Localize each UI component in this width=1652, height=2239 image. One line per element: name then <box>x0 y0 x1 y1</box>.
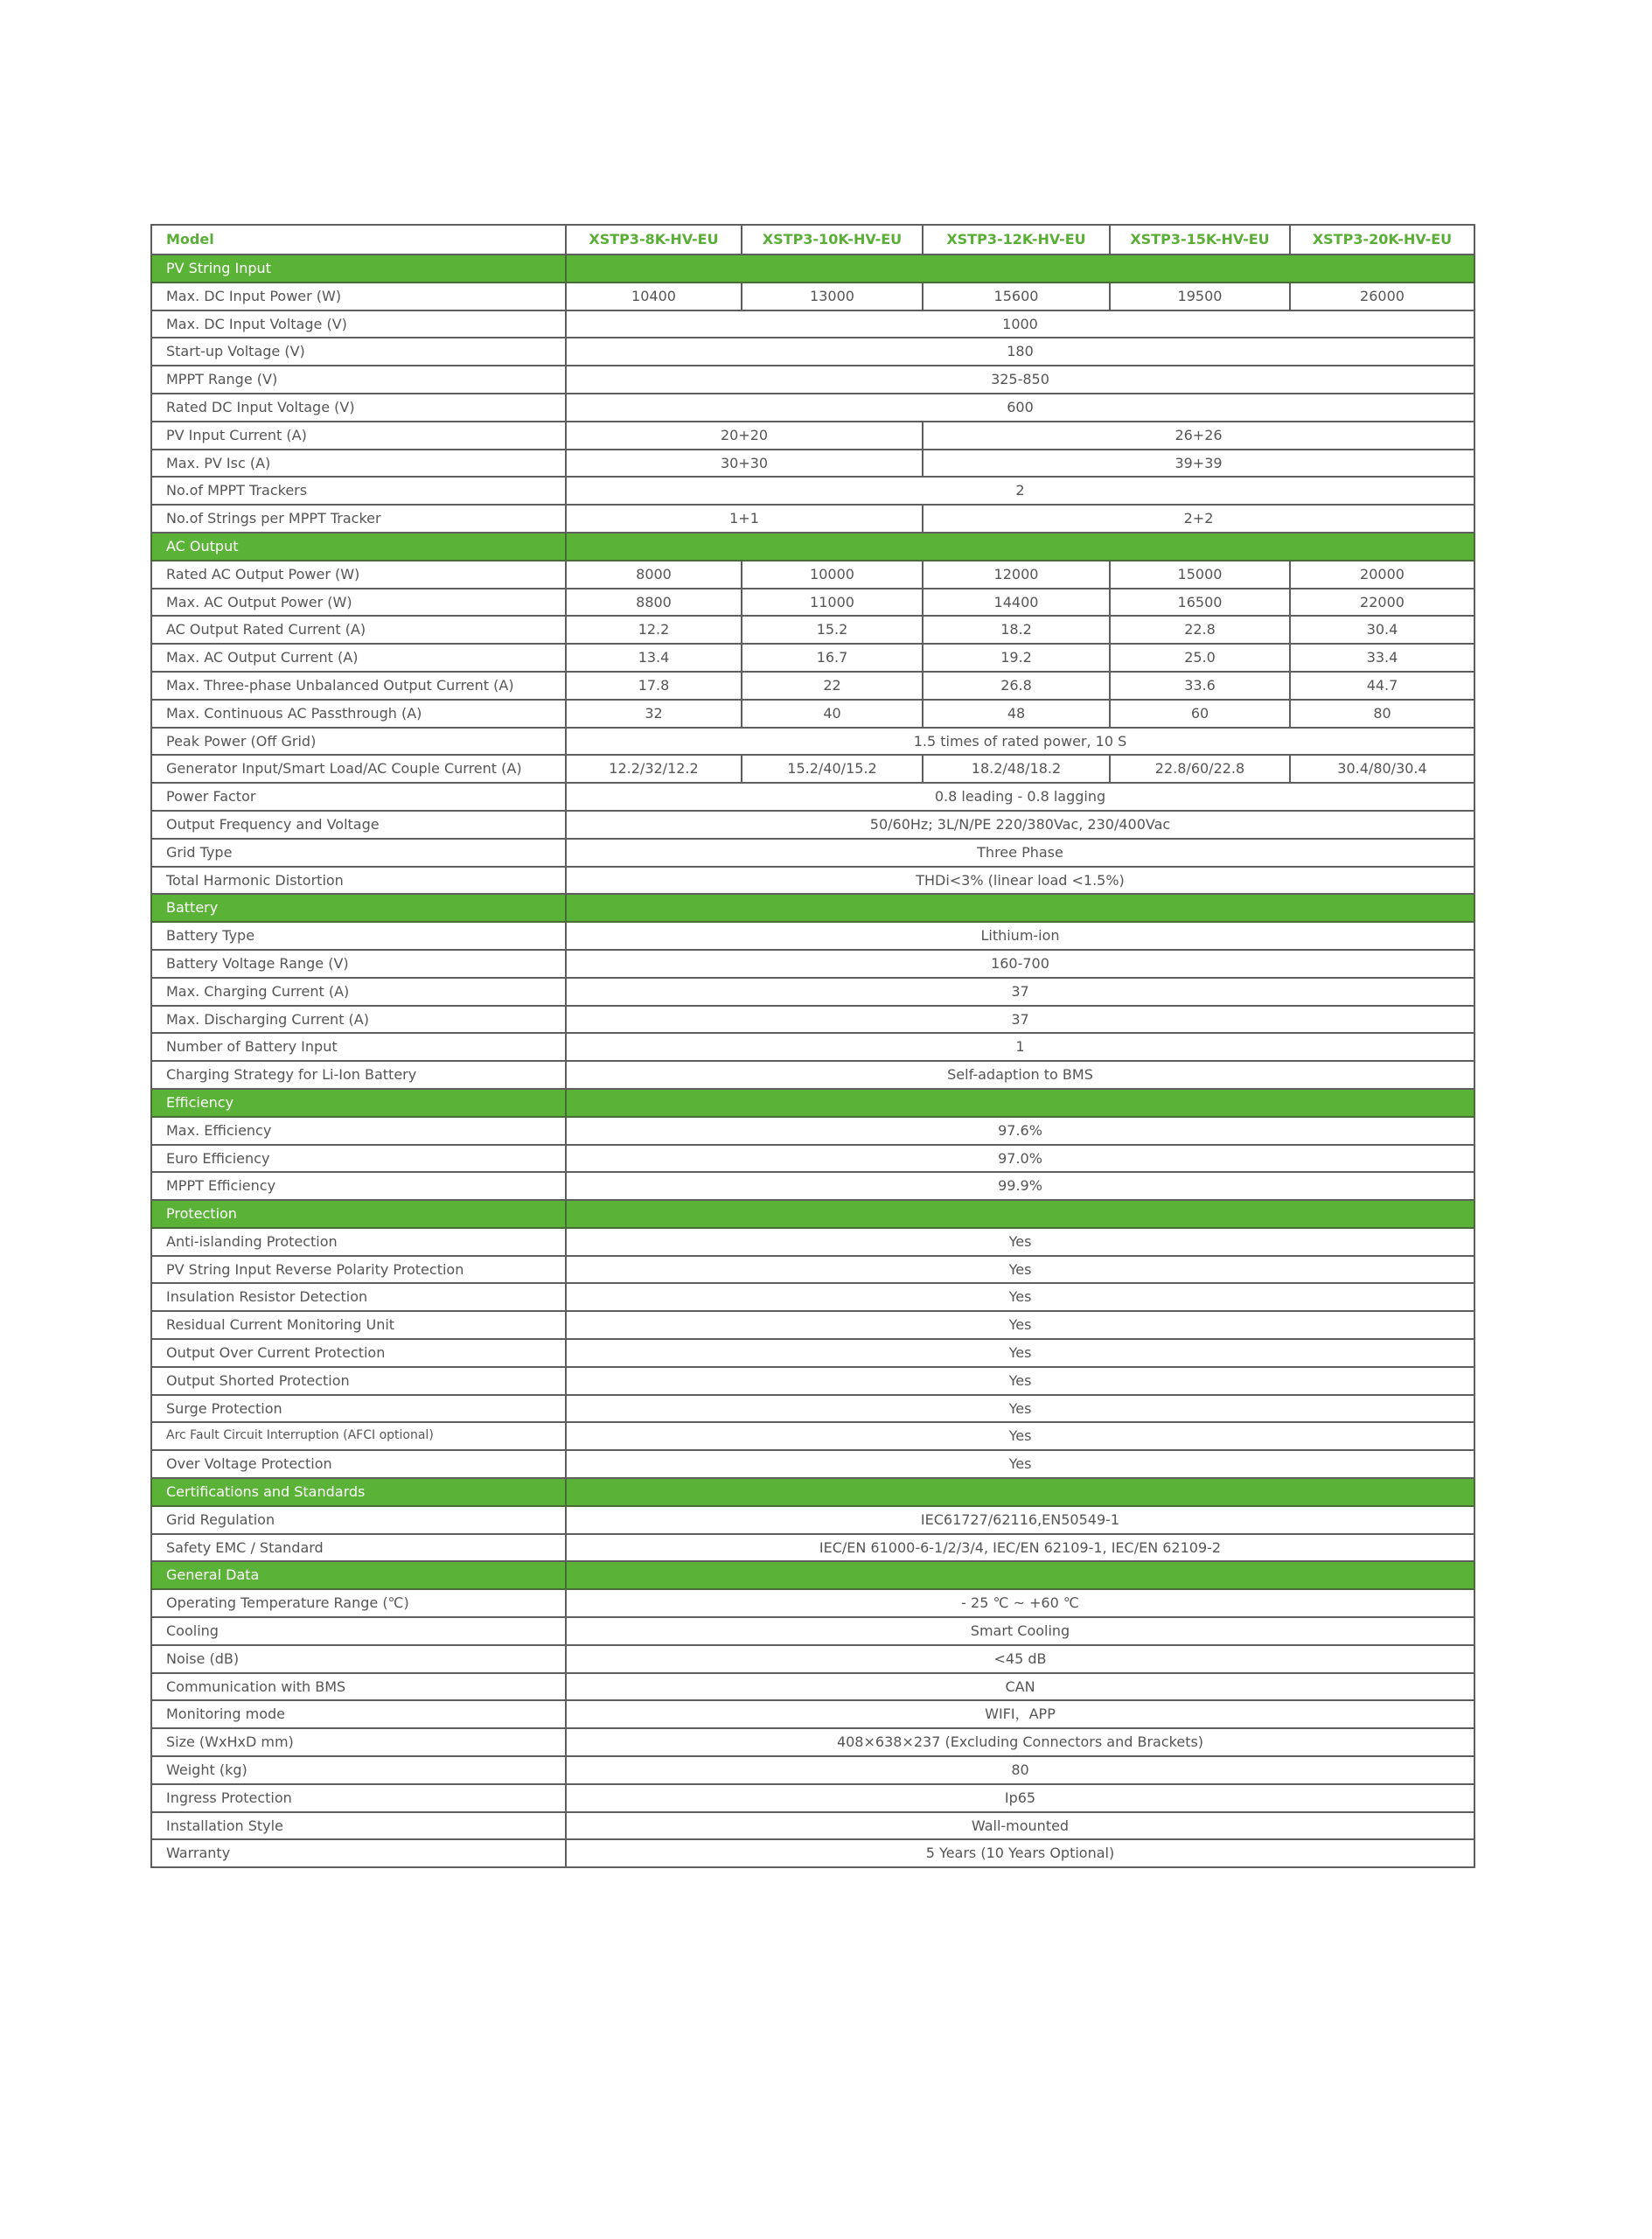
spec-value: Wall-mounted <box>566 1812 1474 1840</box>
spec-value: 37 <box>566 1006 1474 1034</box>
spec-value: 30+30 <box>566 450 923 478</box>
spec-row <box>151 394 1474 422</box>
spec-value: 22.8 <box>1110 616 1290 644</box>
model-name: XSTP3-15K-HV-EU <box>1110 225 1290 255</box>
spec-value: 10000 <box>742 561 923 589</box>
spec-label: Weight (kg) <box>151 1756 566 1784</box>
spec-label: MPPT Efficiency <box>151 1172 566 1200</box>
spec-label: Peak Power (Off Grid) <box>151 728 566 756</box>
spec-row <box>151 1506 1474 1534</box>
spec-value: 50/60Hz; 3L/N/PE 220/380Vac, 230/400Vac <box>566 811 1474 839</box>
model-header-row <box>151 225 1474 255</box>
spec-label: Rated DC Input Voltage (V) <box>151 394 566 422</box>
spec-value: 32 <box>566 700 742 728</box>
spec-value: 0.8 leading - 0.8 lagging <box>566 783 1474 811</box>
section-title: General Data <box>151 1561 566 1589</box>
spec-label: PV String Input Reverse Polarity Protection <box>151 1256 566 1284</box>
spec-value: IEC61727/62116,EN50549-1 <box>566 1506 1474 1534</box>
spec-value: THDi<3% (linear load <1.5%) <box>566 867 1474 895</box>
section-fill <box>566 1478 1474 1506</box>
spec-label: Surge Protection <box>151 1395 566 1423</box>
spec-row <box>151 1367 1474 1395</box>
spec-row <box>151 282 1474 310</box>
spec-row <box>151 366 1474 394</box>
spec-row <box>151 811 1474 839</box>
spec-row <box>151 589 1474 617</box>
spec-row <box>151 672 1474 700</box>
spec-label: Safety EMC / Standard <box>151 1534 566 1562</box>
spec-value: WIFI，APP <box>566 1700 1474 1728</box>
spec-label: Insulation Resistor Detection <box>151 1283 566 1311</box>
spec-label: Output Shorted Protection <box>151 1367 566 1395</box>
spec-value: Yes <box>566 1395 1474 1423</box>
section-header-row <box>151 894 1474 922</box>
spec-row <box>151 1172 1474 1200</box>
spec-label: Max. DC Input Power (W) <box>151 282 566 310</box>
spec-row <box>151 1228 1474 1256</box>
spec-row <box>151 1728 1474 1756</box>
spec-label: Euro Efficiency <box>151 1145 566 1173</box>
spec-row <box>151 867 1474 895</box>
spec-value: 18.2/48/18.2 <box>923 755 1110 783</box>
spec-value: Lithium-ion <box>566 922 1474 950</box>
spec-value: 160-700 <box>566 950 1474 978</box>
spec-label: Max. Discharging Current (A) <box>151 1006 566 1034</box>
section-title: Protection <box>151 1200 566 1228</box>
spec-label: Max. AC Output Power (W) <box>151 589 566 617</box>
spec-row <box>151 1283 1474 1311</box>
spec-label: Noise (dB) <box>151 1645 566 1673</box>
spec-label: Anti-islanding Protection <box>151 1228 566 1256</box>
section-title: AC Output <box>151 533 566 561</box>
spec-row <box>151 1450 1474 1478</box>
section-fill <box>566 255 1474 282</box>
spec-value: 60 <box>1110 700 1290 728</box>
spec-row <box>151 338 1474 366</box>
section-title: PV String Input <box>151 255 566 282</box>
spec-value: 33.6 <box>1110 672 1290 700</box>
spec-value: 18.2 <box>923 616 1110 644</box>
spec-value: 99.9% <box>566 1172 1474 1200</box>
spec-row <box>151 978 1474 1006</box>
spec-row <box>151 1839 1474 1867</box>
spec-row <box>151 755 1474 783</box>
spec-row <box>151 616 1474 644</box>
spec-value: Smart Cooling <box>566 1617 1474 1645</box>
spec-row <box>151 644 1474 672</box>
spec-row <box>151 1395 1474 1423</box>
model-name: XSTP3-8K-HV-EU <box>566 225 742 255</box>
spec-value: 600 <box>566 394 1474 422</box>
spec-label: Grid Type <box>151 839 566 867</box>
spec-label: Max. Three-phase Unbalanced Output Current (A) <box>151 672 566 700</box>
spec-label: Rated AC Output Power (W) <box>151 561 566 589</box>
spec-label: Max. DC Input Voltage (V) <box>151 310 566 338</box>
spec-label: PV Input Current (A) <box>151 422 566 450</box>
spec-label: Max. Efficiency <box>151 1117 566 1145</box>
spec-row <box>151 1589 1474 1617</box>
spec-value: Self-adaption to BMS <box>566 1061 1474 1089</box>
spec-value: 8000 <box>566 561 742 589</box>
spec-row <box>151 1673 1474 1701</box>
spec-value: 80 <box>1290 700 1474 728</box>
spec-value: 15.2/40/15.2 <box>742 755 923 783</box>
spec-value: 16500 <box>1110 589 1290 617</box>
spec-label: Ingress Protection <box>151 1784 566 1812</box>
spec-value: 15600 <box>923 282 1110 310</box>
spec-row <box>151 310 1474 338</box>
spec-value: 180 <box>566 338 1474 366</box>
section-fill <box>566 1089 1474 1117</box>
spec-label: MPPT Range (V) <box>151 366 566 394</box>
spec-value: 44.7 <box>1290 672 1474 700</box>
spec-label: Max. Charging Current (A) <box>151 978 566 1006</box>
spec-value: 11000 <box>742 589 923 617</box>
model-name: XSTP3-20K-HV-EU <box>1290 225 1474 255</box>
spec-row <box>151 1700 1474 1728</box>
spec-label: Residual Current Monitoring Unit <box>151 1311 566 1339</box>
spec-value: Ip65 <box>566 1784 1474 1812</box>
spec-value: 5 Years (10 Years Optional) <box>566 1839 1474 1867</box>
spec-label: Size (WxHxD mm) <box>151 1728 566 1756</box>
section-fill <box>566 1561 1474 1589</box>
spec-row <box>151 450 1474 478</box>
spec-label: Communication with BMS <box>151 1673 566 1701</box>
spec-value: 80 <box>566 1756 1474 1784</box>
spec-row <box>151 1756 1474 1784</box>
spec-label: Battery Type <box>151 922 566 950</box>
spec-label: AC Output Rated Current (A) <box>151 616 566 644</box>
spec-value: 26000 <box>1290 282 1474 310</box>
spec-value: 16.7 <box>742 644 923 672</box>
spec-value: 30.4/80/30.4 <box>1290 755 1474 783</box>
spec-label: Output Over Current Protection <box>151 1339 566 1367</box>
spec-row <box>151 922 1474 950</box>
spec-value: 20+20 <box>566 422 923 450</box>
spec-row <box>151 1311 1474 1339</box>
spec-value: 12000 <box>923 561 1110 589</box>
spec-value: CAN <box>566 1673 1474 1701</box>
spec-value: 2 <box>566 477 1474 505</box>
spec-label: Max. AC Output Current (A) <box>151 644 566 672</box>
spec-row <box>151 728 1474 756</box>
spec-value: Yes <box>566 1256 1474 1284</box>
spec-value: Three Phase <box>566 839 1474 867</box>
spec-value: Yes <box>566 1311 1474 1339</box>
section-fill <box>566 1200 1474 1228</box>
section-title: Efficiency <box>151 1089 566 1117</box>
section-header-row <box>151 1478 1474 1506</box>
spec-value: 17.8 <box>566 672 742 700</box>
spec-label: Start-up Voltage (V) <box>151 338 566 366</box>
spec-label: Charging Strategy for Li-Ion Battery <box>151 1061 566 1089</box>
spec-value: Yes <box>566 1450 1474 1478</box>
spec-value: 15000 <box>1110 561 1290 589</box>
spec-value: 26+26 <box>923 422 1474 450</box>
section-title: Certifications and Standards <box>151 1478 566 1506</box>
spec-value: 97.6% <box>566 1117 1474 1145</box>
spec-row <box>151 1422 1474 1450</box>
spec-value: 22 <box>742 672 923 700</box>
spec-value: 20000 <box>1290 561 1474 589</box>
spec-value: 408×638×237 (Excluding Connectors and Brackets) <box>566 1728 1474 1756</box>
spec-value: - 25 ℃ ~ +60 ℃ <box>566 1589 1474 1617</box>
spec-row <box>151 783 1474 811</box>
spec-label: No.of Strings per MPPT Tracker <box>151 505 566 533</box>
spec-value: 8800 <box>566 589 742 617</box>
spec-value: 13000 <box>742 282 923 310</box>
spec-value: 1+1 <box>566 505 923 533</box>
spec-row <box>151 422 1474 450</box>
model-label: Model <box>151 225 566 255</box>
spec-label: Max. PV Isc (A) <box>151 450 566 478</box>
spec-row <box>151 1617 1474 1645</box>
spec-label: Total Harmonic Distortion <box>151 867 566 895</box>
model-name: XSTP3-10K-HV-EU <box>742 225 923 255</box>
spec-value: 22.8/60/22.8 <box>1110 755 1290 783</box>
section-fill <box>566 533 1474 561</box>
section-title: Battery <box>151 894 566 922</box>
spec-value: 48 <box>923 700 1110 728</box>
spec-value: 25.0 <box>1110 644 1290 672</box>
spec-value: 30.4 <box>1290 616 1474 644</box>
spec-label: Warranty <box>151 1839 566 1867</box>
spec-value: 2+2 <box>923 505 1474 533</box>
spec-value: <45 dB <box>566 1645 1474 1673</box>
spec-value: 1 <box>566 1033 1474 1061</box>
spec-label: Operating Temperature Range (℃) <box>151 1589 566 1617</box>
spec-value: 39+39 <box>923 450 1474 478</box>
section-fill <box>566 894 1474 922</box>
spec-value: 14400 <box>923 589 1110 617</box>
spec-row <box>151 950 1474 978</box>
spec-row <box>151 1117 1474 1145</box>
spec-row <box>151 561 1474 589</box>
spec-value: 22000 <box>1290 589 1474 617</box>
spec-value: 26.8 <box>923 672 1110 700</box>
spec-label: Arc Fault Circuit Interruption (AFCI optional) <box>151 1422 566 1450</box>
spec-row <box>151 1784 1474 1812</box>
spec-value: 15.2 <box>742 616 923 644</box>
spec-value: Yes <box>566 1367 1474 1395</box>
spec-row <box>151 1033 1474 1061</box>
spec-table <box>150 224 1475 1868</box>
spec-value: 19.2 <box>923 644 1110 672</box>
section-header-row <box>151 255 1474 282</box>
spec-label: Power Factor <box>151 783 566 811</box>
spec-label: Over Voltage Protection <box>151 1450 566 1478</box>
spec-value: Yes <box>566 1228 1474 1256</box>
model-name: XSTP3-12K-HV-EU <box>923 225 1110 255</box>
spec-value: Yes <box>566 1422 1474 1450</box>
spec-row <box>151 700 1474 728</box>
spec-label: Battery Voltage Range (V) <box>151 950 566 978</box>
spec-label: Installation Style <box>151 1812 566 1840</box>
section-header-row <box>151 533 1474 561</box>
spec-value: IEC/EN 61000-6-1/2/3/4, IEC/EN 62109-1, IEC/EN 62109-2 <box>566 1534 1474 1562</box>
spec-row <box>151 1145 1474 1173</box>
spec-value: 37 <box>566 978 1474 1006</box>
spec-value: 33.4 <box>1290 644 1474 672</box>
section-header-row <box>151 1089 1474 1117</box>
spec-row <box>151 505 1474 533</box>
spec-value: 325-850 <box>566 366 1474 394</box>
spec-label: Generator Input/Smart Load/AC Couple Current (A) <box>151 755 566 783</box>
spec-row <box>151 839 1474 867</box>
spec-label: Max. Continuous AC Passthrough (A) <box>151 700 566 728</box>
spec-label: Cooling <box>151 1617 566 1645</box>
spec-value: 1.5 times of rated power, 10 S <box>566 728 1474 756</box>
spec-label: No.of MPPT Trackers <box>151 477 566 505</box>
spec-value: 19500 <box>1110 282 1290 310</box>
spec-value: Yes <box>566 1283 1474 1311</box>
spec-label: Output Frequency and Voltage <box>151 811 566 839</box>
spec-label: Grid Regulation <box>151 1506 566 1534</box>
spec-row <box>151 1061 1474 1089</box>
spec-value: 12.2 <box>566 616 742 644</box>
spec-value: 1000 <box>566 310 1474 338</box>
spec-value: 40 <box>742 700 923 728</box>
spec-row <box>151 1645 1474 1673</box>
spec-row <box>151 1256 1474 1284</box>
spec-value: 97.0% <box>566 1145 1474 1173</box>
spec-label: Number of Battery Input <box>151 1033 566 1061</box>
spec-value: 10400 <box>566 282 742 310</box>
spec-body <box>151 255 1474 1867</box>
spec-row <box>151 477 1474 505</box>
spec-row <box>151 1812 1474 1840</box>
spec-row <box>151 1006 1474 1034</box>
spec-row <box>151 1534 1474 1562</box>
spec-value: Yes <box>566 1339 1474 1367</box>
spec-value: 13.4 <box>566 644 742 672</box>
spec-label: Monitoring mode <box>151 1700 566 1728</box>
spec-value: 12.2/32/12.2 <box>566 755 742 783</box>
section-header-row <box>151 1561 1474 1589</box>
section-header-row <box>151 1200 1474 1228</box>
spec-row <box>151 1339 1474 1367</box>
